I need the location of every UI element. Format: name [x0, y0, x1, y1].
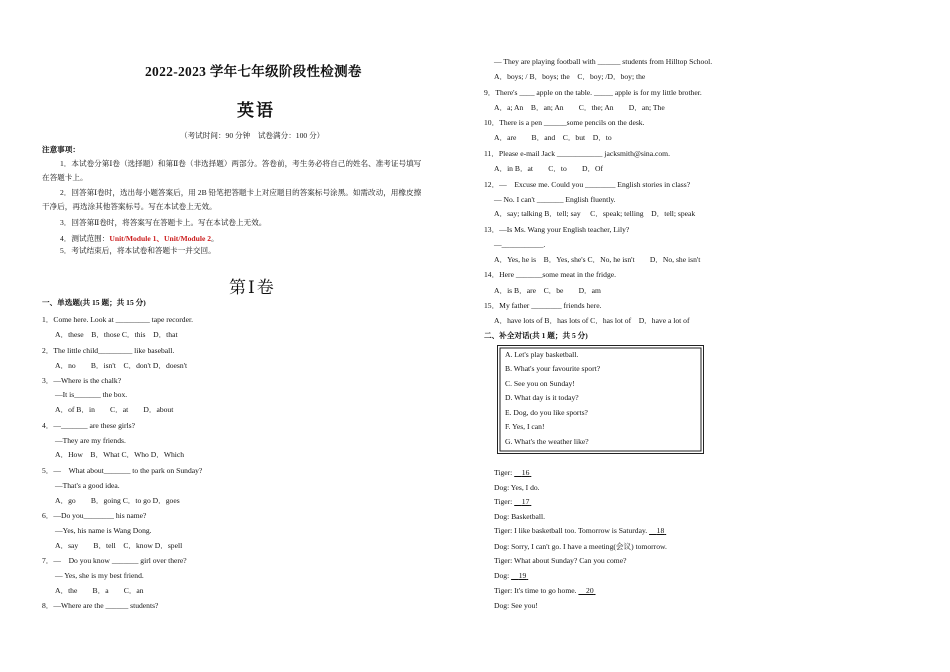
question-line: —Yes, his name is Wang Dong.: [55, 526, 152, 535]
question-options: A．have lots of B．has lots of C．has lot of D．have a lot of: [494, 316, 690, 325]
blank-number: [514, 497, 531, 506]
question-options: A．is B．are C．be D．am: [494, 286, 601, 295]
blank-label: 16: [521, 468, 530, 477]
question-options: A．are B．and C．but D．to: [494, 133, 612, 142]
dialogue-option: F. Yes, I can!: [505, 422, 545, 431]
dialogue-option: C. See you on Sunday!: [505, 379, 575, 388]
dialogue-line: Dog: See you!: [494, 601, 538, 610]
question-options: A．go B．going C．to go D．goes: [55, 496, 180, 505]
speaker-text: Dog:: [494, 571, 510, 580]
dialogue-option: G. What's the weather like?: [505, 437, 589, 446]
notice-line: 干净后，再选涂其他答案标号。写在本试卷上无效。: [42, 202, 217, 211]
question-options: A．say B．tell C．know D．spell: [55, 541, 183, 550]
question-line: — Yes, she is my best friend.: [55, 571, 144, 580]
blank-label: 19: [518, 571, 527, 580]
question: 13．—Is Ms. Wang your English teacher, Lily?: [484, 225, 630, 234]
notice-line: 在答题卡上。: [42, 173, 88, 182]
question: 15．My father ________ friends here.: [484, 301, 602, 310]
volume-title: 第Ⅰ卷: [229, 278, 276, 297]
question: 3．—Where is the chalk?: [42, 376, 122, 385]
speaker-text: Tiger:: [494, 468, 513, 477]
question: 9．There's ____ apple on the table. _____ apple is for my little brother.: [484, 88, 702, 97]
range-suffix: 。: [211, 234, 219, 243]
question-line: — They are playing football with ______ students from Hilltop School.: [494, 57, 713, 66]
notice-line: 3．回答第Ⅱ卷时，将答案写在答题卡上。写在本试卷上无效。: [60, 218, 267, 227]
question-options: A．in B．at C．to D．Of: [494, 164, 604, 173]
dialogue-line: Dog: Yes, I do.: [494, 483, 540, 492]
question: 6．—Do you________ his name?: [42, 511, 147, 520]
blank-label: 17: [521, 497, 530, 506]
dialogue-option: E. Dog, do you like sports?: [505, 408, 588, 417]
question-line: —That's a good idea.: [55, 481, 120, 490]
question: 8．—Where are the ______ students?: [42, 601, 159, 610]
dialogue-option: D. What day is it today?: [505, 393, 579, 402]
question-options: A．How B．What C．Who D．Which: [55, 450, 185, 459]
question: 2．The little child_________ like baseball.: [42, 346, 175, 355]
question: 4．—_______ are these girls?: [42, 421, 136, 430]
range-prefix: 4．测试范围：: [60, 234, 110, 243]
speaker-text: Tiger:: [494, 497, 513, 506]
dialogue-option: B. What's your favourite sport?: [505, 364, 601, 373]
blank-number: [514, 468, 531, 477]
question-options: A．Yes, he is B．Yes, she's C．No, he isn't D．No, she isn't: [494, 255, 701, 264]
blank-number: [511, 571, 528, 580]
section2-heading: 二、补全对话(共 1 题；共 5 分): [484, 331, 588, 340]
dialogue-line: [494, 586, 596, 596]
dialogue-line: [494, 497, 531, 507]
question-options: A．boys; / B．boys; the C．boy; /D．boy; the: [494, 72, 646, 81]
question: 12．— Excuse me. Could you ________ English stories in class?: [484, 180, 691, 189]
dialogue-line: Tiger: What about Sunday? Can you come?: [494, 556, 627, 565]
dialogue-line: Dog: Basketball.: [494, 512, 546, 521]
exam-title: 2022-2023 学年七年级阶段性检测卷: [145, 64, 362, 79]
dialogue-option: A. Let's play basketball.: [505, 350, 579, 359]
question-options: A．say; talking B．tell; say C．speak; telling D．tell; speak: [494, 209, 696, 218]
notice-heading: 注意事项：: [42, 145, 80, 154]
question-options: A．the B．a C．an: [55, 586, 144, 595]
notice-line: 2．回答第Ⅰ卷时，选出每小题答案后，用 2B 铅笔把答题卡上对应题目的答案标号涂黑。如需改动，用橡皮擦: [60, 188, 422, 197]
blank-label: 18: [656, 526, 665, 535]
dialogue-line: [494, 526, 666, 536]
dialogue-line: [494, 571, 528, 581]
notice-line: 5．考试结束后，将本试卷和答题卡一并交回。: [60, 246, 216, 255]
notice-line-range: [60, 234, 219, 244]
blank-label: 20: [586, 586, 594, 595]
question: 5．— What about_______ to the park on Sunday?: [42, 466, 203, 475]
blank-number: [578, 586, 595, 595]
speaker-text: Tiger: It's time to go home.: [494, 586, 577, 595]
question-options: A．of B．in C．at D．about: [55, 405, 174, 414]
question-options: A．no B．isn't C．don't D．doesn't: [55, 361, 188, 370]
subject-title: 英语: [237, 101, 275, 120]
dialogue-options-box: [497, 345, 704, 454]
dialogue-line: Dog: Sorry, I can't go. I have a meeting(会议) tomorrow.: [494, 542, 667, 551]
question: 11．Please e-mail Jack ____________ jacksmith@sina.com.: [484, 149, 670, 158]
exam-meta: （考试时间：90 分钟 试卷满分：100 分）: [180, 131, 325, 140]
question-options: A．a; An B．an; An C．the; An D．an; The: [494, 103, 665, 112]
section1-heading: 一、单选题(共 15 题；共 15 分): [42, 298, 146, 307]
dialogue-line: [494, 468, 531, 478]
blank-number: [649, 526, 666, 535]
question: 10．There is a pen ______some pencils on the desk.: [484, 118, 645, 127]
notice-line: 1．本试卷分第Ⅰ卷（选择题）和第Ⅱ卷（非选择题）两部分。答卷前，考生务必将自己的姓名、准考证号填写: [60, 159, 422, 168]
question: 1．Come here. Look at _________ tape recorder.: [42, 315, 193, 324]
question-options: A．these B．those C．this D．that: [55, 330, 178, 339]
question-line: — No. I can't _______ English fluently.: [494, 195, 616, 204]
question-line: —They are my friends.: [55, 436, 126, 445]
question: 7．— Do you know _______ girl over there?: [42, 556, 187, 565]
question-line: —___________.: [494, 240, 546, 249]
question-line: —It is_______ the box.: [55, 390, 128, 399]
question: 14．Here _______some meat in the fridge.: [484, 270, 617, 279]
range-value: Unit/Module 1、Unit/Module 2: [109, 234, 212, 243]
speaker-text: Tiger: I like basketball too. Tomorrow is Saturday.: [494, 526, 648, 535]
